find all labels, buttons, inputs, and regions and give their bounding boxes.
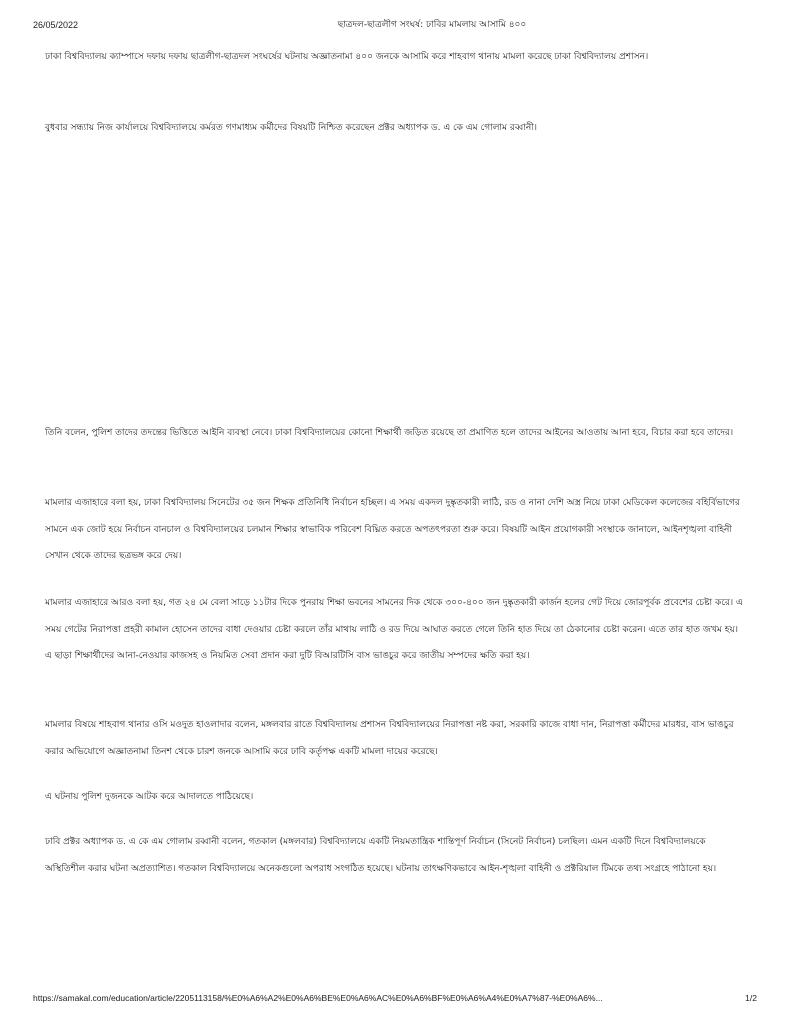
article-paragraph: বুধবার সন্ধ্যায় নিজ কার্যালয়ে বিশ্ববিদ্যালয়ে কর্মরত গণমাধ্যম কর্মীদের বিষয়টি নিশ্চিত করেছেন প্রক্টর অধ্যাপক ড. এ কে এম গোলাম রব্বানী। [45, 123, 537, 133]
print-date: 26/05/2022 [33, 20, 79, 30]
article-paragraph: মামলার বিষয়ে শাহবাগ থানার ওসি মওদুত হাওলাদার বলেন, মঙ্গলবার রাতে বিশ্ববিদ্যালয় প্রশাসন বিশ্ববিদ্যালয়ের নিরাপত্তা নষ্ট করা, সরকারি কাজে বাধা দান, নিরাপত্তা কর্মীদের মারধর, বাস ভাঙচুর করার অভিযোগে অজ্ঞাতনামা তিনশ থেকে চারশ জনকে আসামি করে ঢাবি কর্তৃপক্ষ একটি মামলা দায়ের করেছে। [45, 720, 734, 757]
article-paragraph: মামলার এজাহারে আরও বলা হয়, গত ২৪ মে বেলা সাড়ে ১১টার দিকে পুনরায় শিক্ষা ভবনের সামনের দিক থেকে ৩০০-৪০০ জন দুষ্কৃতকারী কার্জন হলের গেট দিয়ে জোরপূর্বক প্রবেশের চেষ্টা করে। এ সময় গেটের নিরাপত্তা প্রহরী কামাল হোসেন তাদের বাধা দেওয়ার চেষ্টা করলে তাঁর মাথায় লাঠি ও রড দিয়ে আঘাত করতে গেলে তিনি হাত দিয়ে তা ঠেকানোর চেষ্টা করেন। এতে তার হাত জখম হয়। এ ছাড়া শিক্ষার্থীদের আনা-নেওয়ার কাজসহ ও নিয়মিত সেবা প্রদান করা দুটি বিআরটিসি বাস ভাঙচুর করে জাতীয় সম্পদের ক্ষতি করা হয়। [45, 598, 743, 661]
page-title: ছাত্রদল-ছাত্রলীগ সংঘর্ষ: ঢাবির মামলায় আসামি ৪০০ [337, 20, 527, 30]
article-paragraph: তিনি বলেন, পুলিশ তাদের তদন্তের ভিত্তিতে আইনি ব্যবস্থা নেবে। ঢাকা বিশ্ববিদ্যালয়ের কোনো শিক্ষার্থী জড়িত রয়েছে তা প্রমাণিত হলে তাদের আইনের আওতায় আনা হবে, বিচার করা হবে তাদের। [45, 428, 734, 438]
article-paragraph: এ ঘটনায় পুলিশ দুজনকে আটক করে আদালতে পাঠিয়েছে। [45, 792, 254, 802]
article-paragraph: ঢাবি প্রক্টর অধ্যাপক ড. এ কে এম গোলাম রব্বানী বলেন, গতকাল (মঙ্গলবার) বিশ্ববিদ্যালয়ে একটি নিয়মতান্ত্রিক শান্তিপূর্ণ নির্বাচন (সিনেট নির্বাচন) চলছিল। এমন একটি দিনে বিশ্ববিদ্যালয়কে অস্থিতিশীল করার ঘটনা অপ্রত্যাশিত। গতকাল বিশ্ববিদ্যালয়ে অনেকগুলো অপরাধ সংগঠিত হয়েছে। ঘটনায় তাৎক্ষণিকভাবে আইন-শৃঙ্খলা বাহিনী ও প্রক্টরিয়াল টিমকে তথ্য সংগ্রহে পাঠানো হয়। [45, 837, 717, 874]
article-image-area [45, 145, 745, 410]
page-number: 1/2 [745, 993, 757, 1003]
page-url: https://samakal.com/education/article/2205113158/%E0%A6%A2%E0%A6%BE%E0%A6%AC%E0%A6%BF%E0%A6%A4%E0%A7%87-%E0%A6%... [33, 993, 603, 1003]
article-paragraph: মামলার এজাহারে বলা হয়, ঢাকা বিশ্ববিদ্যালয় সিনেটের ৩৫ জন শিক্ষক প্রতিনিধি নির্বাচন হচ্ছিল। এ সময় একদল দুষ্কৃতকারী লাঠি, রড ও নানা দেশি অস্ত্র নিয়ে ঢাকা মেডিকেল কলেজের বহির্বিভাগের সামনে এক জোট হয়ে নির্বাচন বানচাল ও বিশ্ববিদ্যালয়ের চলমান শিক্ষার স্বাভাবিক পরিবেশ বিঘ্নিত করতে অপতৎপরতা শুরু করে। বিষয়টি আইন প্রয়োগকারী সংস্থাকে জানালে, আইনশৃঙ্খলা বাহিনী সেখান থেকে তাদের ছত্রভঙ্গ করে দেয়। [45, 498, 740, 561]
article-paragraph: ঢাকা বিশ্ববিদ্যালয় ক্যাম্পাসে দফায় দফায় ছাত্রলীগ-ছাত্রদল সংঘর্ষের ঘটনায় অজ্ঞাতনামা ৪০০ জনকে আসামি করে শাহবাগ থানায় মামলা করেছে ঢাকা বিশ্ববিদ্যালয় প্রশাসন। [45, 52, 649, 62]
